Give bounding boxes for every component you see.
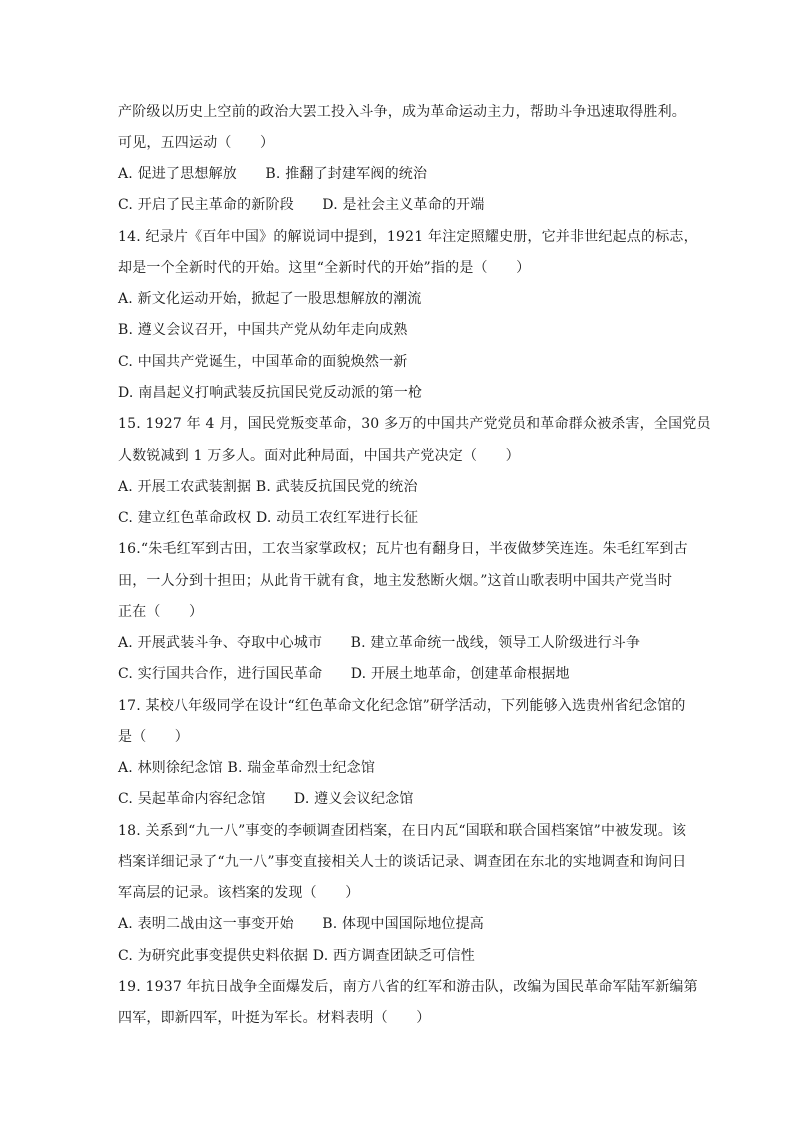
text-line: 军高层的记录。该档案的发现（ ）	[118, 885, 360, 901]
option-line: C. 中国共产党诞生，中国革命的面貌焕然一新	[118, 354, 408, 370]
option-line: A. 新文化运动开始，掀起了一股思想解放的潮流	[118, 291, 422, 307]
option-line: A. 林则徐纪念馆 B. 瑞金革命烈士纪念馆	[118, 760, 376, 776]
text-line: 人数锐减到 1 万多人。面对此种局面，中国共产党决定（ ）	[118, 448, 520, 464]
option-line: C. 吴起革命内容纪念馆 D. 遵义会议纪念馆	[118, 791, 414, 807]
option-line: C. 建立红色革命政权 D. 动员工农红军进行长征	[118, 510, 419, 526]
option-line: A. 促进了思想解放 B. 推翻了封建军阀的统治	[118, 166, 428, 182]
question-17: 17. 某校八年级同学在设计“红色革命文化纪念馆”研学活动，下列能够入选贵州省纪念馆的	[118, 698, 686, 714]
question-16: 16.“朱毛红军到古田，工农当家掌政权；瓦片也有翻身日，半夜做梦笑连连。朱毛红军到古	[118, 541, 688, 557]
text-line: 产阶级以历史上空前的政治大罢工投入斗争，成为革命运动主力，帮助斗争迅速取得胜利。	[118, 104, 686, 120]
option-line: A. 表明二战由这一事变开始 B. 体现中国国际地位提高	[118, 916, 484, 932]
question-14: 14. 纪录片《百年中国》的解说词中提到，1921 年注定照耀史册，它并非世纪起点的标志，	[118, 229, 698, 245]
option-line: B. 遵义会议召开，中国共产党从幼年走向成熟	[118, 322, 408, 338]
text-line: 可见，五四运动（ ）	[118, 135, 275, 151]
text-line: 田，一人分到十担田；从此肯干就有食，地主发愁断火烟。”这首山歌表明中国共产党当时	[118, 573, 673, 589]
text-line: 是（ ）	[118, 729, 189, 745]
option-line: A. 开展工农武装割据 B. 武装反抗国民党的统治	[118, 479, 418, 495]
question-15: 15. 1927 年 4 月，国民党叛变革命，30 多万的中国共产党党员和革命群众被杀害，全国党员	[118, 416, 711, 432]
option-line: C. 为研究此事变提供史料依据 D. 西方调查团缺乏可信性	[118, 948, 475, 964]
text-line: 档案详细记录了“九一八”事变直接相关人士的谈话记录、调查团在东北的实地调查和询问日	[118, 854, 687, 870]
text-line: 却是一个全新时代的开始。这里“全新时代的开始”指的是（ ）	[118, 260, 531, 276]
question-18: 18. 关系到“九一八”事变的李顿调查团档案，在日内瓦“国联和联合国档案馆”中被发现。该	[118, 823, 687, 839]
option-line: A. 开展武装斗争、夺取中心城市 B. 建立革命统一战线，领导工人阶级进行斗争	[118, 635, 641, 651]
option-line: D. 南昌起义打响武装反抗国民党反动派的第一枪	[118, 385, 423, 401]
text-line: 正在（ ）	[118, 604, 204, 620]
option-line: C. 开启了民主革命的新阶段 D. 是社会主义革命的开端	[118, 197, 485, 213]
question-19: 19. 1937 年抗日战争全面爆发后，南方八省的红军和游击队，改编为国民革命军陆军新编第	[118, 979, 698, 995]
text-line: 四军，即新四军，叶挺为军长。材料表明（ ）	[118, 1010, 431, 1026]
option-line: C. 实行国共合作，进行国民革命 D. 开展土地革命，创建革命根据地	[118, 666, 570, 682]
